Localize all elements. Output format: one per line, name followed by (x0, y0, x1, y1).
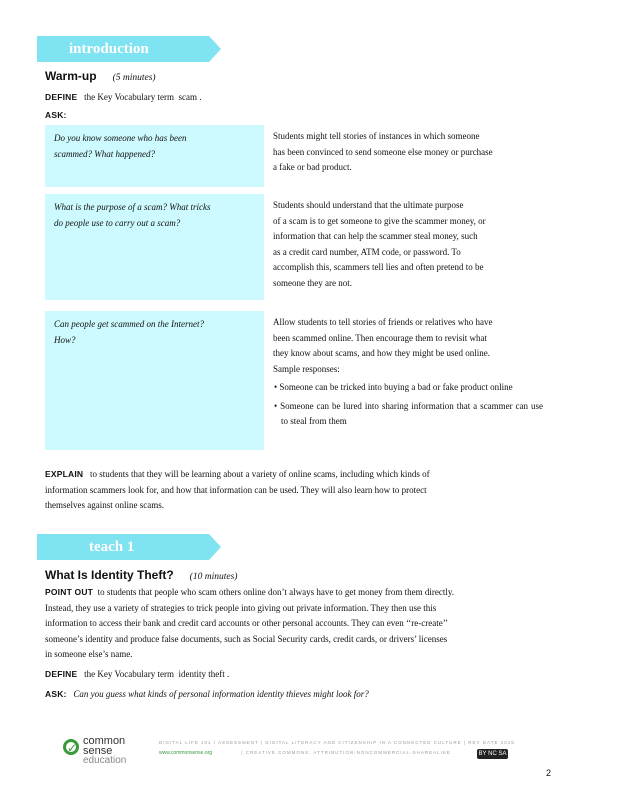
warmup-heading (45, 69, 156, 83)
explain-line: to students that they will be learning about a variety of online scams, including which kinds of (90, 469, 430, 479)
license-note: | CREATIVE COMMONS: ATTRIBUTION-NONCOMMERCIAL-SHAREALIKE (241, 750, 451, 755)
teach-title: What Is Identity Theft? (45, 568, 174, 582)
bullet-text: Someone can be tricked into buying a bad or fake product online (279, 382, 513, 392)
point-out-label: POINT OUT (45, 587, 94, 597)
qa-row (45, 311, 545, 450)
teach-heading (45, 568, 237, 582)
answer-text (273, 315, 543, 430)
ask-question: Can you guess what kinds of personal information identity thieves might look for? (73, 689, 369, 699)
explain-line: themselves against online scams. (45, 500, 164, 510)
logo-line: common (83, 735, 126, 747)
point-line: information to access their bank and credit card accounts or other personal accounts. They can even ‘‘re-create’’ (45, 618, 449, 628)
question-line: scammed? What happened? (54, 148, 155, 159)
page-footer (63, 735, 543, 767)
answer-line: as a credit card number, ATM code, or password. To (273, 246, 461, 257)
question-box (45, 311, 264, 450)
sample-responses-label: Sample responses: (273, 363, 340, 374)
banner-label: teach 1 (89, 539, 135, 555)
logo-line: education (83, 755, 127, 766)
section-banner-teach-1 (37, 534, 209, 560)
explain-line: information scammers look for, and how that information can be used. They will also learn how to protect (45, 484, 427, 495)
point-line: Instead, they use a variety of strategies to trick people into giving out private information. They then use this (45, 602, 437, 613)
explain-paragraph (45, 467, 542, 514)
checkmark-icon: ✓ (67, 741, 78, 755)
logo (83, 736, 126, 766)
answer-text (273, 198, 543, 291)
page-number: 2 (546, 768, 552, 778)
sample-responses-list (273, 380, 543, 430)
list-item: • Someone can be lured into sharing information that a scammer can use to steal from them (274, 400, 543, 426)
question-box (45, 194, 264, 300)
question-line: do people use to carry out a scam? (54, 217, 181, 228)
question-box (45, 125, 264, 187)
point-line: to students that people who scam others online don’t always have to get money from them directly. (97, 587, 454, 597)
bullet-text: Someone can be lured into sharing information that a scammer can use to steal from them (280, 400, 543, 426)
answer-line: Students should understand that the ultimate purpose (273, 200, 464, 210)
answer-text (273, 129, 543, 176)
logo-line: sense (83, 745, 113, 757)
explain-label: EXPLAIN (45, 469, 84, 479)
ask-label: ASK: (45, 110, 67, 120)
qa-row (45, 125, 545, 187)
banner-label: introduction (69, 41, 149, 57)
answer-line: information that can help the scammer steal money, such (273, 231, 478, 241)
question-line: What is the purpose of a scam? What tricks (54, 202, 211, 212)
define-line: DEFINE the Key Vocabulary term identity theft . (45, 669, 230, 679)
cc-license-badge: BY NC SA (478, 751, 507, 757)
point-line: in someone else’s name. (45, 649, 133, 659)
answer-line: Allow students to tell stories of friends or relatives who have (273, 317, 493, 327)
paragraph-line (45, 585, 542, 601)
define-text: the Key Vocabulary term (84, 92, 175, 102)
define-term: identity theft (178, 669, 225, 679)
define-term: scam (178, 92, 198, 102)
question-line: Do you know someone who has been (54, 133, 187, 143)
footer-note: DIGITAL LIFE 101 / ASSESSMENT | DIGITAL LITERACY AND CITIZENSHIP IN A CONNECTED CULTURE | REV DATE 2015 (159, 740, 515, 745)
answer-line: Students might tell stories of instances in which someone (273, 131, 480, 141)
section-banner-introduction (37, 36, 209, 62)
point-line: someone’s identity and produce false documents, such as Social Security cards, credit cards, or drivers’ licenses (45, 633, 448, 644)
ask-label: ASK: (45, 689, 67, 699)
teach-duration: (10 minutes) (189, 572, 238, 582)
answer-line: they know about scams, and how they might be used online. (273, 348, 490, 358)
question-line: Can people get scammed on the Internet? (54, 319, 204, 329)
define-line: DEFINE the Key Vocabulary term scam . (45, 92, 202, 102)
warmup-duration: (5 minutes) (112, 73, 156, 83)
warmup-title: Warm-up (45, 69, 97, 83)
answer-line: accomplish this, scammers tell lies and often pretend to be (273, 262, 484, 272)
answer-line: of a scam is to get someone to give the scammer money, or (273, 215, 486, 226)
ask-line (45, 689, 369, 699)
footer-note-2 (159, 750, 451, 756)
list-item: • Someone can be tricked into buying a bad or fake product online (274, 382, 513, 392)
qa-row (45, 194, 545, 300)
paragraph-line (45, 467, 542, 483)
answer-line: someone they are not. (273, 277, 352, 288)
website-link[interactable]: www.commonsense.org (159, 750, 213, 756)
define-label: DEFINE (45, 669, 78, 679)
define-text: the Key Vocabulary term (84, 669, 175, 679)
define-label: DEFINE (45, 92, 78, 102)
answer-line: has been convinced to send someone else money or purchase (273, 146, 493, 157)
point-out-paragraph (45, 585, 542, 663)
answer-line: a fake or bad product. (273, 162, 352, 172)
question-line: How? (54, 334, 76, 345)
answer-line: been scammed online. Then encourage them to revisit what (273, 332, 488, 343)
